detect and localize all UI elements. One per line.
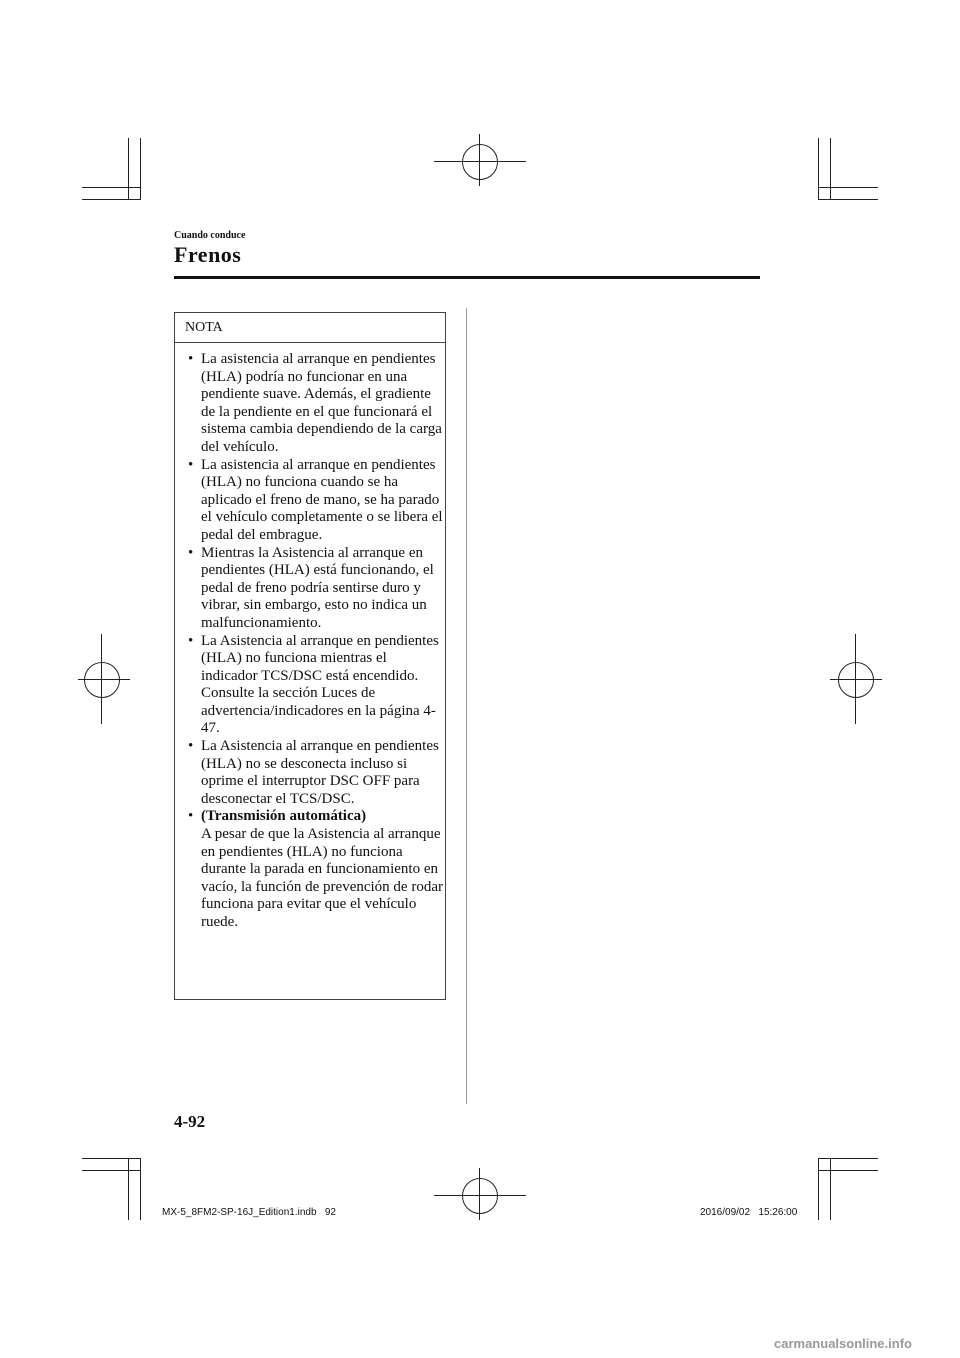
note-title: NOTA <box>185 320 223 335</box>
list-item <box>185 545 443 633</box>
bullet-icon: • <box>188 456 194 473</box>
note-box <box>174 312 446 1000</box>
list-item-text: A pesar de que la Asistencia al arranque en pendientes (HLA) no funciona durante la parada en funcionamiento en vacío, la función de prevención de rodar funciona para evitar que el vehículo ruede. <box>201 826 443 930</box>
footer-file-info: MX-5_8FM2-SP-16J_Edition1.indb 92 <box>162 1207 336 1218</box>
watermark: carmanualsonline.info <box>774 1336 912 1351</box>
bullet-icon: • <box>188 808 194 825</box>
list-item-heading: (Transmisión automática) <box>201 808 367 825</box>
list-item <box>185 738 443 808</box>
note-header <box>175 313 445 343</box>
list-item-text: La Asistencia al arranque en pendientes (HLA) no funciona mientras el indicador TCS/DSC está encendido. <box>201 632 439 684</box>
list-item-text: La asistencia al arranque en pendientes (HLA) no funciona cuando se ha aplicado el freno de mano, se ha parado el vehículo completamente o se libera el pedal del embrague. <box>201 456 443 543</box>
list-item <box>185 633 443 739</box>
bullet-icon: • <box>188 738 194 755</box>
list-item-text: Mientras la Asistencia al arranque en pendientes (HLA) está funcionando, el pedal de freno podría sentirse duro y vibrar, sin embargo, esto no indica un malfuncionamiento. <box>201 544 434 631</box>
list-item <box>185 351 443 457</box>
page-title: Frenos <box>174 242 242 267</box>
list-item <box>185 457 443 545</box>
bullet-icon: • <box>188 544 194 561</box>
page-number: 4-92 <box>174 1112 206 1131</box>
column-divider <box>466 308 467 1104</box>
list-item-text: La Asistencia al arranque en pendientes (HLA) no se desconecta incluso si oprime el interruptor DSC OFF para desconectar el TCS/DSC. <box>201 738 439 807</box>
page-reference: Consulte la sección Luces de advertencia/indicadores en la página 4-47. <box>201 685 436 737</box>
note-list <box>185 351 443 932</box>
bullet-icon: • <box>188 351 194 367</box>
list-item-text: La asistencia al arranque en pendientes (HLA) podría no funcionar en una pendiente suave. Además, el gradiente de la pendiente en el que funcionará el sistema cambia dependiendo de la carga del vehículo. <box>201 351 442 455</box>
section-label: Cuando conduce <box>174 230 246 241</box>
bullet-icon: • <box>188 632 194 649</box>
footer-datetime: 2016/09/02 15:26:00 <box>700 1207 798 1218</box>
list-item <box>185 808 443 931</box>
title-rule <box>174 276 760 279</box>
